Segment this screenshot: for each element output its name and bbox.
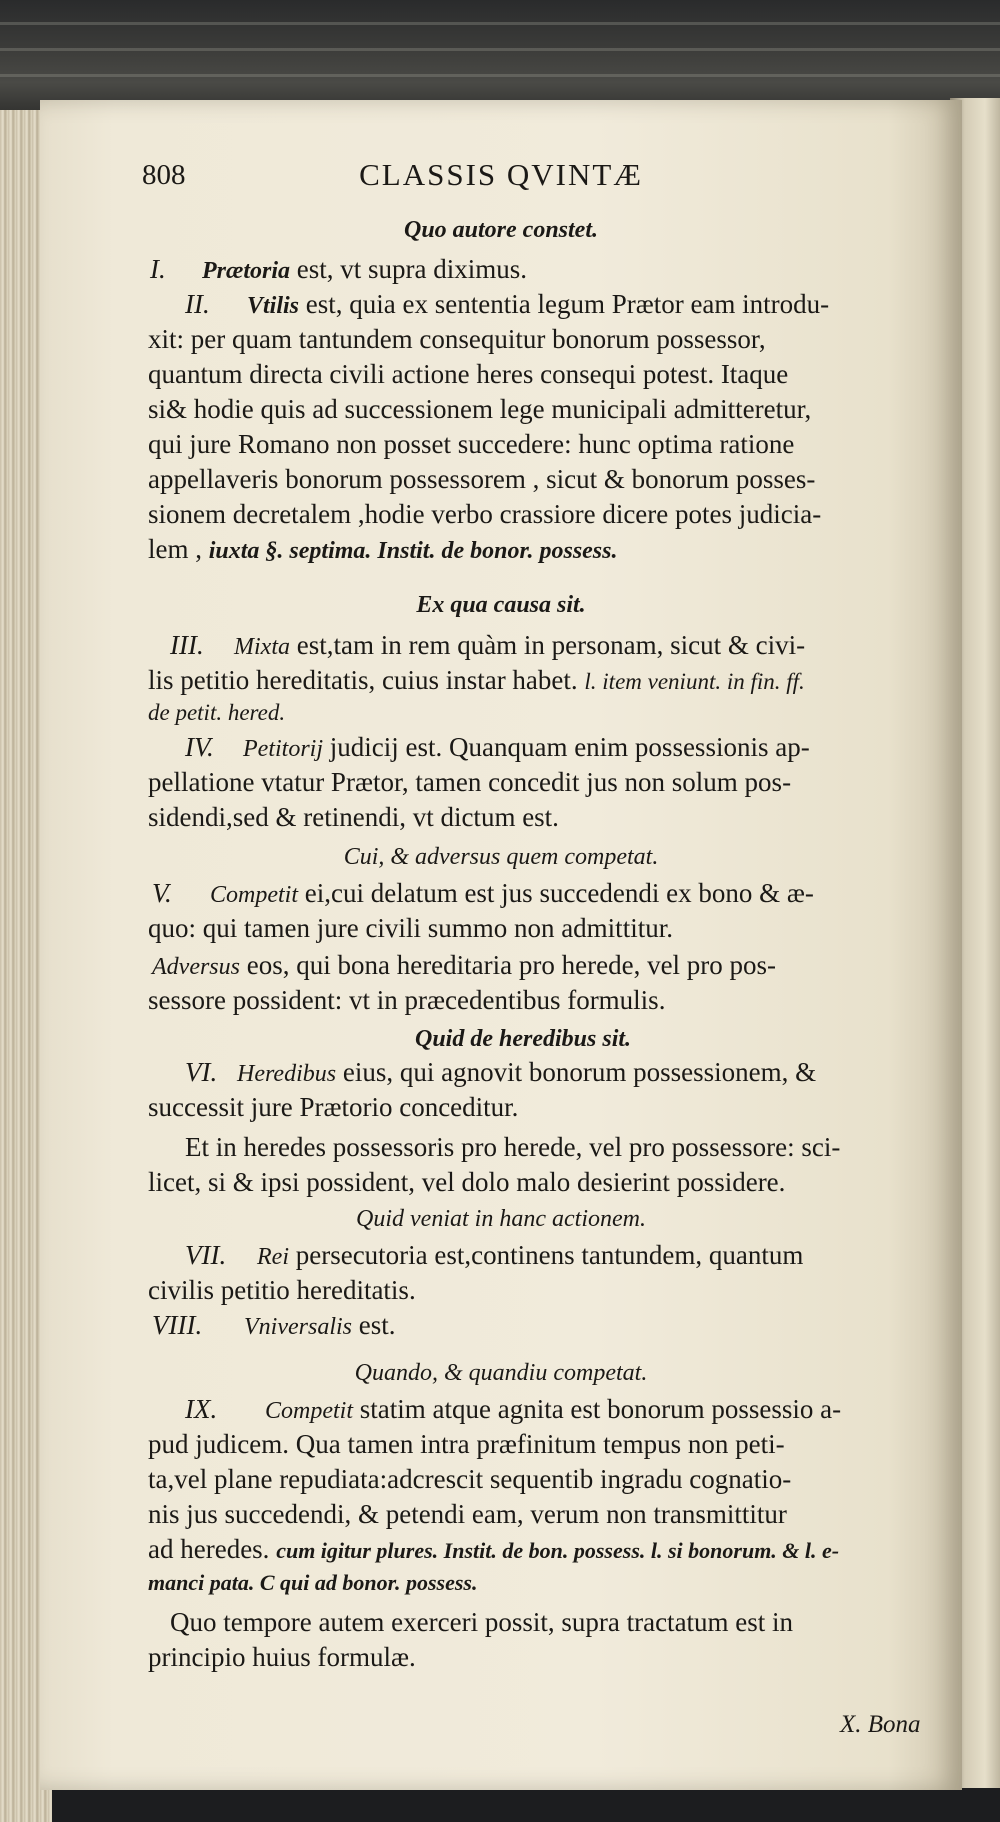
paragraph-line — [152, 1308, 396, 1344]
entry-term: Petitorij — [243, 736, 323, 762]
line-text: eos, qui bona hereditaria pro herede, vel pro pos- — [239, 950, 777, 980]
entry-number: VIII. — [152, 1310, 203, 1340]
running-head: CLASSIS QVINTÆ — [359, 157, 643, 192]
entry-number: III. — [170, 630, 204, 660]
legal-citation: de petit. hered. — [148, 700, 286, 725]
entry-term: Competit — [265, 1398, 353, 1424]
paragraph-line — [170, 628, 805, 664]
paragraph-line: appellaveris bonorum possessorem , sicut & bonorum posses- — [148, 464, 816, 494]
entry-term: Mixta — [234, 634, 290, 660]
line-text: judicij est. Quanquam enim possessionis ap- — [323, 732, 810, 762]
line-text: est, vt supra diximus. — [290, 254, 528, 284]
line-text: statim atque agnita est bonorum possessio a- — [353, 1394, 842, 1424]
paragraph-line — [185, 1055, 816, 1091]
line-text: ei,cui delatum est jus succedendi ex bono & æ- — [298, 878, 814, 908]
book-page — [40, 100, 962, 1790]
section-heading: Quando, & quandiu competat. — [354, 1360, 648, 1386]
line-text: eius, qui agnovit bonorum possessionem, & — [336, 1057, 817, 1087]
entry-term: Vniversalis — [244, 1314, 352, 1340]
section-heading: Ex qua causa sit. — [416, 592, 586, 618]
paragraph-line: quo: qui tamen jure civili summo non admittitur. — [148, 913, 673, 943]
entry-number: IX. — [185, 1394, 218, 1424]
paragraph-line: nis jus succedendi, & petendi eam, verum non transmittitur — [148, 1499, 787, 1529]
paragraph-line — [148, 663, 805, 699]
paragraph-line — [152, 876, 814, 912]
paragraph-line: qui jure Romano non posset succedere: hunc optima ratione — [148, 429, 795, 459]
paragraph-line: sessore possident: vt in præcedentibus formulis. — [148, 985, 666, 1015]
paragraph-line: successit jure Prætorio conceditur. — [148, 1092, 519, 1122]
line-text: lem , — [148, 534, 209, 564]
entry-number: I. — [150, 254, 166, 284]
paragraph-line — [185, 730, 810, 766]
line-text: persecutoria est,continens tantundem, quantum — [288, 1240, 804, 1270]
entry-term: Heredibus — [237, 1061, 337, 1087]
line-text: ad heredes. — [148, 1534, 277, 1564]
legal-citation: iuxta §. septima. Instit. de bonor. possess. — [208, 538, 618, 564]
paragraph-line: si& hodie quis ad successionem lege municipali admitteretur, — [148, 394, 812, 424]
paragraph-line: Et in heredes possessoris pro herede, vel pro possessore: sci- — [185, 1132, 841, 1162]
line-text: lis petitio hereditatis, cuius instar habet. — [148, 665, 585, 695]
paragraph-line — [185, 1238, 803, 1274]
paragraph-line: sionem decretalem ,hodie verbo crassiore dicere potes judicia- — [148, 499, 822, 529]
paragraph-line — [185, 1392, 841, 1428]
paragraph-line — [148, 1532, 839, 1568]
paragraph-line: civilis petitio hereditatis. — [148, 1275, 416, 1305]
paragraph-line — [150, 252, 527, 288]
catchword: X. Bona — [840, 1711, 921, 1738]
entry-number: V. — [152, 878, 172, 908]
line-text: est, quia ex sententia legum Prætor eam introdu- — [299, 289, 830, 319]
paragraph-line — [152, 948, 776, 984]
section-heading: Quid veniat in hanc actionem. — [356, 1206, 646, 1232]
legal-citation: manci pata. C qui ad bonor. possess. — [148, 1570, 478, 1595]
paragraph-line: sidendi,sed & retinendi, vt dictum est. — [148, 802, 559, 832]
entry-term: Competit — [210, 882, 298, 908]
paragraph-line: ta,vel plane repudiata:adcrescit sequentib ingradu cognatio- — [148, 1464, 792, 1494]
paragraph-line: licet, si & ipsi possident, vel dolo malo desierint possidere. — [148, 1167, 786, 1197]
entry-term: Rei — [257, 1244, 289, 1270]
section-heading: Quo autore constet. — [403, 217, 598, 243]
page-number: 808 — [142, 159, 186, 191]
paragraph-line: quantum directa civili actione heres consequi potest. Itaque — [148, 359, 789, 389]
entry-number: VI. — [185, 1057, 218, 1087]
section-heading: Cui, & adversus quem competat. — [343, 844, 659, 870]
entry-term: Prætoria — [202, 258, 291, 284]
entry-term: Adversus — [152, 954, 240, 980]
entry-number: IV. — [185, 732, 214, 762]
entry-number: VII. — [185, 1240, 227, 1270]
section-heading: Quid de heredibus sit. — [415, 1026, 632, 1052]
paragraph-line: principio huius formulæ. — [148, 1642, 416, 1672]
line-text: est,tam in rem quàm in personam, sicut & civi- — [289, 630, 806, 660]
paragraph-line: pellatione vtatur Prætor, tamen concedit jus non solum pos- — [148, 767, 792, 797]
entry-term: Vtilis — [247, 293, 300, 319]
line-text: est. — [352, 1310, 396, 1340]
entry-number: II. — [185, 289, 210, 319]
legal-citation: l. item veniunt. in fin. ff. — [584, 669, 805, 694]
paragraph-line — [148, 532, 618, 568]
paragraph-line — [185, 287, 829, 323]
paragraph-line: pud judicem. Qua tamen intra præfinitum tempus non peti- — [148, 1429, 785, 1459]
paragraph-line: xit: per quam tantundem consequitur bonorum possessor, — [148, 324, 766, 354]
paragraph-line: Quo tempore autem exerceri possit, supra tractatum est in — [170, 1607, 794, 1637]
legal-citation: cum igitur plures. Instit. de bon. possess. l. si bonorum. & l. e- — [276, 1538, 840, 1563]
